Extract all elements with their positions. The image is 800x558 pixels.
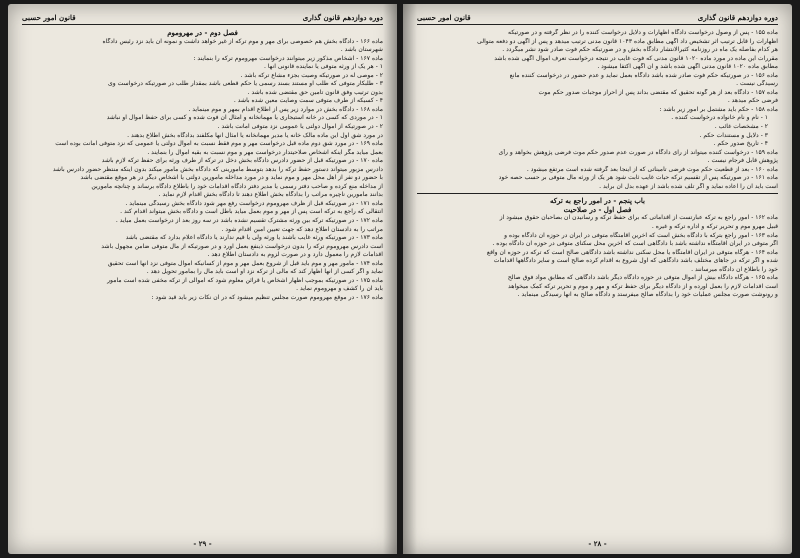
text-line: ۱ - در موردی که کسی در خانه استیجاری یا مهمانخانه و امثال آن فوت شده و کسی برای حفظ اموال او نباشد <box>106 114 383 122</box>
text-line: قبیل مهرو موم و تحریر ترکه و اداره ترکه و غیره . <box>651 223 778 231</box>
text-line: انتقالی که راجع به ترکه است پس از مهر و موم بعمل میاید باطل است و دادگاه بخش میتواند اقدام کند . <box>120 208 383 216</box>
text-line: ماده ۱۷۲ - در صورتیکه ترکه بین ورثه مشترک تقسیم نشده باشد در سه روز بعد از درخواست بعمل میآید . <box>115 217 383 225</box>
right-page <box>403 4 792 554</box>
right-header-right-text: دوره دوازدهم قانون گذاری <box>697 12 778 22</box>
left-gutter-shadow <box>383 4 397 554</box>
text-line: و رونوشت صورت مجلس عملیات خود را بدادگاه صالح میفرستد و دادگاه صالح به آنها رسیدگی مینماید . <box>517 291 778 299</box>
text-line: ۲ - در صورتیکه از اموال دولتی یا عمومی نزد متوفی امانت باشد . <box>217 123 383 131</box>
text-line: ۱ - نام و نام خانواده درخواست کننده . <box>671 114 768 122</box>
text-line: ماده ۱۶۲ - امور راجع به ترکه عبارتست از اقداماتی که برای حفظ ترکه و رسانیدن آن بصاحبان حقوق میشود از <box>499 214 778 222</box>
text-line: شهرستان باشد . <box>340 46 383 54</box>
text-line: ماده ۱۶۱ - در صورتیکه پس از تقسیم ترکه حیات غایب ثابت شود هر یک از ورثه مال متوفی بر حسب حصه خود <box>498 174 778 182</box>
text-line: ماده ۱۷۰ - در صورتیکه قبل از حضور دادرس دادگاه بخش دخل در ترکه از طرف ورثه برای حفظ ترکه لازم باشد <box>101 157 383 165</box>
text-line: دادرس مزبور میتواند دستور حفظ ترکه را بدهد بتوسط مأمورینی که دادگاه بخش مأمور میکند بدون اینکه منتظر حضور دادرس باشد <box>52 165 383 173</box>
section-heading: باب پنجم - در امور راجع به ترکه <box>549 197 646 206</box>
text-line: ماده ۱۵۹ - درخواست کننده میتواند از رای دادگاه در صورت عدم صدور حکم موت فرضی پژوهش بخواهد و رأی <box>498 148 778 156</box>
left-header-left-text: قانون امور حسبی <box>22 12 76 22</box>
text-line: خود را باطلاع آن دادگاه میرسانند . <box>691 265 778 273</box>
book-spread <box>8 4 792 554</box>
text-line: ماده ۱۶۳ - امور راجع بترکه با دادگاه بخش است که آخرین اقامتگاه متوفی در ایران در حوزه آن دادگاه بوده و <box>504 231 778 239</box>
text-line: ۴ - تاریخ صدور حکم . <box>713 140 768 148</box>
text-line: است دادرس مهروموم ترکه را بدون درخواست ذینفع بعمل آورد و در صورتیکه از مال متوفی ضامن مجهول باشد <box>101 242 383 250</box>
text-line: ماده ۱۷۳ - در صورتیکه ورثه غایب باشند یا ورثه ولی یا قیم ندارند یا دادگاه اعلام بدارد که مقتضی باشد <box>125 234 383 242</box>
text-line: در مورد شق اول این ماده مالک خانه یا مدیر مهمانخانه یا امثال آنها مکلفند بدادگاه بخش اطلاع بدهند . <box>127 131 383 139</box>
text-line: بدون ترتیب وفق قانون تأمین حق مقتضی شده باشد . <box>247 88 383 96</box>
text-line: ۲ - مشخصات غائب . <box>714 123 768 131</box>
text-line: رسیدگی نیست . <box>736 80 778 88</box>
text-line: بعمل میاید مگر اینکه اشخاص صلاحیتدار درخواست مهر و موم نسبت به بقیه اموال را بنمایند . <box>147 148 383 156</box>
text-line: ماده ۱۶۴ - هرگاه متوفی در ایران اقامتگاه یا محل سکنی نداشته باشد دادگاهی صالح است که ترکه در حوزه آن واقع <box>486 248 778 256</box>
section-heading: فصل دوم - در مهروموم <box>167 29 238 37</box>
right-page-header <box>417 10 778 25</box>
text-line: ۲ - موصی له در صورتیکه وصیت بجزء مشاع ترکه باشد . <box>240 71 383 79</box>
text-line: با حضور دو نفر از اهل محل مهر و موم نماید و در مورد مداخله مأمورین دولتی یا اشخاص دیگر در هر موقع مقتضی باشد <box>80 174 383 182</box>
text-line: فرضی حکم میدهد . <box>727 97 778 105</box>
text-line: ۳ - دلایل و مستندات حکم . <box>699 131 768 139</box>
text-line: ۱ - هر یک از ورثه متوفی یا نماینده قانونی آنها . <box>263 63 383 71</box>
text-line: ۴ - کسیکه از طرف متوفی سمت وصایت معین شده باشد . <box>233 97 383 105</box>
section-heading: فصل اول - در صلاحیت <box>563 205 632 214</box>
text-line: ماده ۱۶۶ - دادگاه بخش هم خصوصی برای مهر و موم ترکه از غیر خواهد داشت و نمونه آن باید نزد رئیس دادگاه <box>102 37 383 45</box>
text-line: اقدامات لازم را معمول دارد و در صورت لزوم به دادستان اطلاع دهد . <box>207 251 383 259</box>
text-line: پژوهش قابل فرجام نیست . <box>707 157 778 165</box>
text-line: هر کدام بفاصله یک ماه در روزنامه کثیرالانتشار دادگاه بخش و در صورتیکه حکم فوت صادر شود نشر میگردد . <box>502 46 778 54</box>
text-line: ماده ۱۶۵ - هرگاه دادگاه بیش از اموال متوفی در حوزه دادگاه دیگر باشد دادگاهی که مطابق مواد فوق صالح <box>507 274 778 282</box>
text-line: از مداخله منع کرده و صاحب دفتر رسمی یا مدیر دفتر دادگاه اقدامات خود را باطلاع دادگاه برساند و چنانچه مأمورین <box>91 182 383 190</box>
text-line: شده و اگر ترکه در جاهای مختلف باشد دادگاهی که اول شروع به اقدام کرده صالح است و سایر دادگاهها اقدامات <box>493 257 778 265</box>
section-divider <box>417 193 778 194</box>
text-line: است اقدامات لازم را بعمل آورده و از دادگاه دیگر برای حفظ ترکه و مهر و موم و تحریر ترکه کمک میخواهد <box>508 282 778 290</box>
text-line: ماده ۱۶۸ - دادگاه بخش در موارد زیر پس از اطلاع اقدام بمهر و موم مینماید . <box>188 105 383 113</box>
left-header-right-text: دوره دوازدهم قانون گذاری <box>302 12 383 22</box>
text-line: ماده ۱۵۷ - دادگاه بعد از هر گونه تحقیق که مقتضی بداند پس از احراز موجبات صدور حکم موت <box>538 88 778 96</box>
text-line: مقررات این ماده در مورد ماده ۱۰۲۰ قانون مدنی که فوت غایب در نتیجه درخواست تعرف اموال آگهی شده باشد <box>494 54 778 62</box>
text-line: مراتب را به دادستان اطلاع دهد که جهت تعیین امین اقدام شود . <box>221 225 383 233</box>
text-line: ماده ۱۷۱ - در صورتیکه قبل از ظرف مهروموم درخواست رفع مهر شود دادگاه بخش رسیدگی مینماید . <box>125 199 383 207</box>
text-line: باید آن را کشف و مهروموم نماید . <box>296 285 383 293</box>
text-line: ماده ۱۷۴ - مأمور مهر و موم باید قبل از شروع بعمل مهر و موم از کسانیکه اموال متوفی نزد آنها است تحقیق <box>107 259 383 267</box>
left-page <box>8 4 397 554</box>
text-line: ماده ۱۵۵ - پس از وصول درخواست دادگاه اظهارات و دلایل درخواست کننده را در نظر گرفته و در صورتیکه <box>508 29 778 36</box>
text-line: ماده ۱۵۸ - حکم باید مشتمل بر امور زیر باشد : <box>659 105 778 113</box>
text-line: ماده ۱۶۰ - بعد از قطعیت حکم موت فرضی تأمیناتی که از اینجا بعد گرفته شده است مرتفع میشود . <box>526 165 778 173</box>
left-page-header <box>22 10 383 25</box>
text-line: ماده ۱۷۵ - در صورتیکه بموجب اظهار اشخاص یا قرائن معلوم شود که اموالی از ترکه مخفی شده است مأمور <box>107 276 383 284</box>
text-line: است باید آن را اعاده نماید و اگر تلف شده باشد از عهده بدل آن برآید . <box>599 182 778 190</box>
text-line: مطابق ماده ۱۰۲۰ قانون مدنی آگهی شده باشد و آن آگهی اکتفا میشود . <box>597 63 778 71</box>
left-page-body <box>22 29 383 303</box>
text-line: اگر متوفی در ایران اقامتگاه نداشته باشد با دادگاهی است که آخرین محل سکنای متوفی در حوزه آن دادگاه بوده . <box>492 240 778 248</box>
right-header-left-text: قانون امور حسبی <box>417 12 471 22</box>
right-page-body <box>417 29 778 300</box>
left-page-number: - ۲۹ - <box>193 539 212 548</box>
text-line: ماده ۱۶۹ - در مورد شق دوم ماده قبل درخواست مهر و موم فقط نسبت به اموال دولتی یا عمومی که نزد متوفی امانت بوده است <box>55 140 383 148</box>
text-line: ماده ۱۶۷ - اشخاص مذکور زیر میتوانند درخواست مهروموم ترکه را بنمایند : <box>193 54 383 62</box>
right-page-number: - ۲۸ - <box>588 539 607 548</box>
text-line: نماید و اگر کسی از آنها اظهار کند که مالی از ترکه نزد او است باید مال را بمأمور تحویل دهد . <box>146 268 383 276</box>
right-gutter-shadow <box>403 4 417 554</box>
text-line: ماده ۱۵۶ - در صورتیکه حکم فوت صادر شده باشد دادگاه بعمل نماید و عدم حضور در درخواست کننده مانع <box>509 71 778 79</box>
text-line: بدانند مأمورین ناچیره مراتب را بدادگاه بخش اطلاع دهند تا دادگاه بخش اقدام لازم نماید . <box>158 191 383 199</box>
text-line: اظهارات را قابل ترتیب اثر تشخیص داد آگهی مطابق ماده ۱۰۴۳ قانون مدنی ترتیب میدهد و پس از آگهی دو دفعه متوالی <box>477 37 778 45</box>
text-line: ۳ - طلبکار متوفی که طلب او مستند بسند رسمی یا حکم قطعی باشد بمقدار طلب در صورتیکه درخواست وی <box>108 80 383 88</box>
text-line: ماده ۱۷۶ - در موقع مهروموم صورت مجلس تنظیم میشود که در آن نکات زیر باید قید شود : <box>151 293 383 301</box>
